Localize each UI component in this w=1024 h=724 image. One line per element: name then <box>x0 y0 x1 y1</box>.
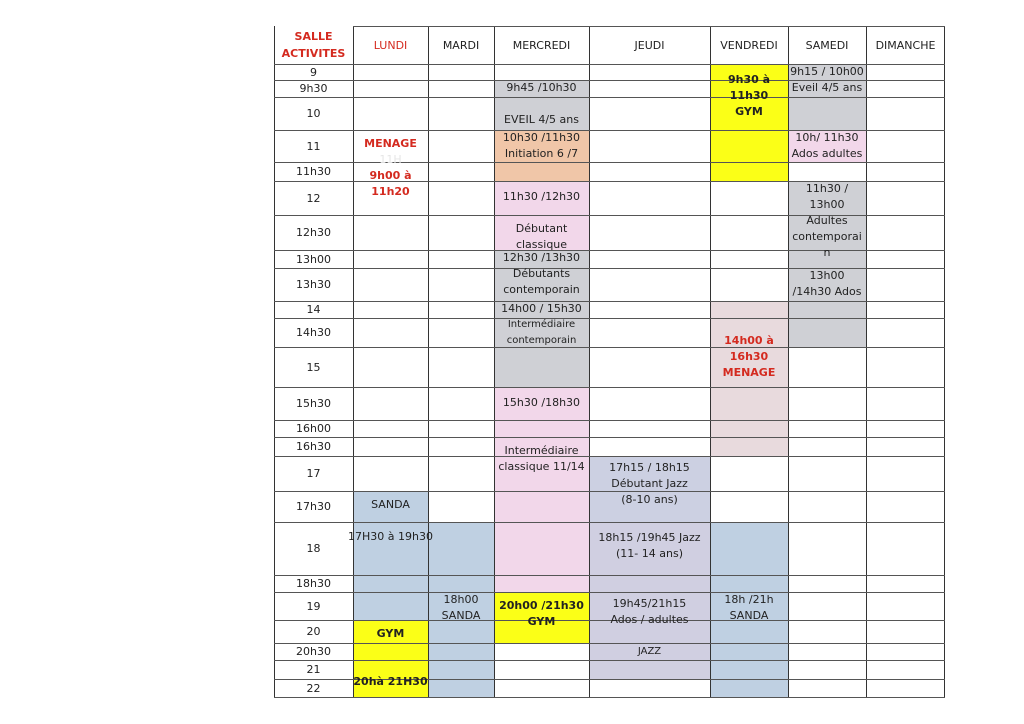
activity-samedi-ados-adultes <box>788 130 866 162</box>
row-line <box>274 387 945 388</box>
activity-line: 12h30 /13h30 <box>502 251 581 264</box>
activity-line: 9h15 / 10h00 <box>790 65 864 78</box>
time-label: 15 <box>306 360 321 374</box>
time-label: 21 <box>306 663 321 676</box>
row-line <box>274 437 945 438</box>
time-label: 17 <box>306 467 321 480</box>
activity-line: 20h00 /21h30 <box>499 599 584 612</box>
activity-line: JAZZ <box>637 646 662 657</box>
column-line <box>866 26 867 698</box>
activity-line: 19h45/21h15 <box>612 597 687 610</box>
activity-line: 18h00 <box>443 593 479 606</box>
activity-line: Débutant <box>515 222 568 235</box>
time-label: 11h30 <box>296 165 331 178</box>
day-header-mardi: MARDI <box>442 38 480 52</box>
activity-lundi-menage <box>353 130 428 268</box>
activity-line: 13h00 <box>809 198 845 211</box>
activity-line: SANDA <box>371 498 410 511</box>
activity-line: classique 11/14 <box>498 460 585 473</box>
time-label: 17h30 <box>296 500 331 513</box>
activity-line: Eveil 4/5 ans <box>791 81 863 94</box>
activity-line: GYM <box>735 105 763 118</box>
activity-line: 14h00 / 15h30 <box>501 302 582 315</box>
activity-line: 16h30 <box>729 350 769 363</box>
day-header-vendredi: VENDREDI <box>720 38 778 52</box>
time-label: 9h30 <box>299 82 328 95</box>
corner-header <box>274 26 353 64</box>
activity-jeudi-jazz-11-14 <box>589 522 710 592</box>
activity-line: 9h00 à <box>369 169 412 182</box>
activity-samedi-adultes-contemporain <box>788 181 866 268</box>
activity-line: 20hà 21H30 <box>353 675 428 688</box>
activity-line <box>540 96 544 112</box>
activity-mercredi-intermediaire-classique <box>494 387 589 592</box>
activity-line: contemporain <box>506 335 577 346</box>
time-label: 18h30 <box>296 577 331 590</box>
activity-mercredi-debutant-classique <box>494 181 589 250</box>
activity-line: Débutants <box>512 267 571 280</box>
activity-line: contemporain <box>503 283 580 296</box>
activity-mercredi-debutants-contemporain <box>494 250 589 301</box>
time-label: 14h30 <box>296 326 331 339</box>
activity-lundi-gym <box>353 620 428 698</box>
activity-line <box>389 513 393 529</box>
activity-line: Ados adultes <box>791 147 863 160</box>
activity-vendredi-menage <box>710 301 788 456</box>
activity-line: 10h30 /11h30 <box>502 131 581 144</box>
row-line <box>274 347 945 348</box>
corner-label-activites: ACTIVITES <box>281 47 346 60</box>
activity-line: 11H <box>379 153 402 166</box>
activity-line: EVEIL 4/5 ans <box>504 113 579 126</box>
time-label: 20h30 <box>296 645 331 658</box>
time-label: 12h30 <box>296 226 331 239</box>
time-label: 22 <box>306 682 321 695</box>
column-line <box>944 26 945 698</box>
activity-line <box>540 205 544 221</box>
time-label: 18 <box>306 542 321 555</box>
time-label: 16h30 <box>296 440 331 453</box>
activity-mercredi-initiation <box>494 130 589 181</box>
activity-line: 11h30 /12h30 <box>502 190 581 203</box>
activity-vendredi-sanda <box>710 522 788 698</box>
time-label: 13h00 <box>296 252 331 266</box>
activity-line: Initiation 6 /7 <box>504 147 579 160</box>
activity-line <box>540 427 544 443</box>
time-label: 15h30 <box>296 397 331 410</box>
activity-mercredi-intermediaire-contemporain <box>494 301 589 387</box>
activity-line: 11h30 / <box>805 182 849 195</box>
day-header-jeudi: JEUDI <box>634 38 665 52</box>
activity-line: Adultes <box>806 214 848 227</box>
activity-vendredi-gym <box>710 64 788 181</box>
activity-line: 14h00 à <box>724 334 774 347</box>
day-header-lundi: LUNDI <box>373 38 408 52</box>
activity-line: GYM <box>527 615 556 628</box>
activity-line <box>389 658 393 674</box>
time-label: 12 <box>306 191 321 205</box>
corner-label-salle: SALLE <box>294 30 333 43</box>
activity-line: 11h20 <box>371 185 410 198</box>
activity-line: 15h30 /18h30 <box>502 396 581 409</box>
activity-line: Débutant Jazz <box>611 477 688 490</box>
activity-line: (11- 14 ans) <box>616 547 683 560</box>
activity-line <box>648 628 652 644</box>
activity-line: classique <box>515 238 568 251</box>
day-header-dimanche: DIMANCHE <box>875 38 936 52</box>
activity-line: 17H30 à 19h30 <box>348 530 433 543</box>
activity-jeudi-debutant-jazz <box>589 456 710 522</box>
activity-line: 17h15 / 18h15 <box>609 461 690 474</box>
activity-line: contemporai <box>792 230 862 243</box>
activity-lundi-sanda <box>348 491 433 620</box>
time-label: 19 <box>306 599 321 613</box>
time-label: 14 <box>306 303 321 316</box>
activity-line: Intermédiaire <box>504 444 579 457</box>
activity-line <box>389 642 393 658</box>
day-header-mercredi: MERCREDI <box>512 38 571 52</box>
activity-line: 18h15 /19h45 Jazz <box>598 531 701 544</box>
activity-line: SANDA <box>729 609 769 622</box>
activity-line: 13h00 <box>809 269 845 282</box>
activity-line <box>540 411 544 427</box>
time-label: 13h30 <box>296 278 331 291</box>
time-label: 16h00 <box>296 422 331 435</box>
activity-line: Ados / adultes <box>610 613 689 626</box>
schedule-table <box>274 26 945 698</box>
time-label: 9 <box>310 65 317 79</box>
activity-line: /14h30 Ados <box>792 285 862 298</box>
activity-samedi-eveil <box>788 64 866 130</box>
activity-line: Intermédiaire <box>507 319 576 330</box>
activity-line: MENAGE <box>722 366 776 379</box>
activity-samedi-ados <box>788 268 866 347</box>
activity-line: n <box>823 246 831 259</box>
activity-line: 9h30 à <box>727 73 771 86</box>
activity-line: 9h45 /10h30 <box>506 81 577 94</box>
day-header-samedi: SAMEDI <box>805 38 849 52</box>
activity-line: 10h/ 11h30 <box>795 131 859 144</box>
activity-line: SANDA <box>441 609 481 622</box>
activity-jeudi-jazz-ados <box>589 592 710 679</box>
activity-line: 11h30 <box>729 89 769 102</box>
time-label: 10 <box>306 107 321 120</box>
activity-mercredi-gym <box>494 592 589 643</box>
time-label: 20 <box>306 625 321 638</box>
activity-mardi-sanda <box>428 522 494 698</box>
activity-line: (8-10 ans) <box>621 493 678 506</box>
time-label: 11 <box>306 139 321 153</box>
activity-line: GYM <box>376 627 405 640</box>
activity-line: 18h /21h <box>724 593 774 606</box>
row-line <box>274 420 945 421</box>
activity-line: MENAGE <box>364 137 417 150</box>
activity-mercredi-eveil <box>494 80 589 130</box>
